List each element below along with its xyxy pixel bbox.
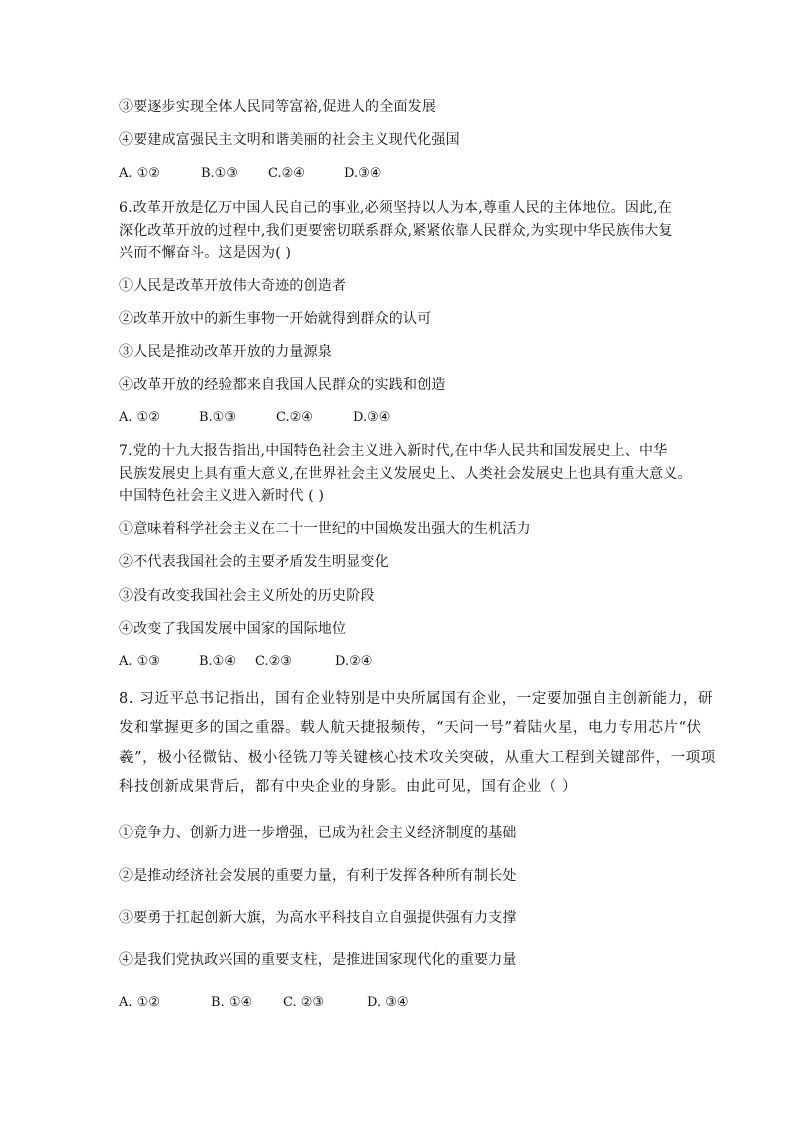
q6-choice-4: ④改革开放的经验都来自我国人民群众的实践和创造 — [119, 377, 446, 393]
q8-option-b: B. ①④ — [211, 995, 253, 1010]
q8-stem-line-3: 羲”，极小径微钻、极小径铣刀等关键核心技术攻关突破，从重大工程到关键部件，一项项 — [119, 750, 716, 766]
q6-choice-2: ②改革开放中的新生事物一开始就得到群众的认可 — [119, 311, 432, 327]
q6-option-a: A. ①② — [119, 410, 160, 425]
q5-choice-3: ③要逐步实现全体人民同等富裕,促进人的全面发展 — [119, 99, 437, 115]
q7-stem-line-1: 7.党的十九大报告指出,中国特色社会主义进入新时代,在中华人民共和国发展史上、中华 — [119, 443, 668, 459]
q8-stem-line-2: 发和掌握更多的国之重器。载人航天捷报频传，“天问一号”着陆火星，电力专用芯片“伏 — [119, 720, 702, 736]
q6-option-d: D.③④ — [353, 410, 391, 425]
q7-option-c: C.②③ — [255, 654, 292, 669]
q6-stem-line-3: 兴而不懈奋斗。这是因为( ) — [119, 245, 292, 261]
q8-stem-line-1: 8. 习近平总书记指出，国有企业特别是中央所属国有企业，一定要加强自主创新能力，研 — [119, 691, 714, 707]
q5-option-d: D.③④ — [344, 166, 382, 181]
q7-choice-2: ②不代表我国社会的主要矛盾发生明显变化 — [119, 554, 389, 570]
q6-options — [119, 408, 390, 428]
q6-option-c: C.②④ — [276, 410, 313, 425]
q5-choice-4: ④要建成富强民主文明和谐美丽的社会主义现代化强国 — [119, 132, 460, 148]
q5-option-b: B.①③ — [201, 166, 238, 181]
q8-option-a: A. ①② — [119, 995, 160, 1010]
q8-option-d: D. ③④ — [367, 995, 409, 1010]
q7-option-a: A. ①③ — [119, 654, 160, 669]
q5-option-c: C.②④ — [268, 166, 305, 181]
q8-choice-1: ①竞争力、创新力进一步增强，已成为社会主义经济制度的基础 — [119, 825, 517, 841]
q6-stem-line-1: 6.改革开放是亿万中国人民自己的事业,必须坚持以人为本,尊重人民的主体地位。因此,在 — [119, 200, 673, 216]
q6-stem-line-2: 深化改革开放的过程中,我们更要密切联系群众,紧紧依靠人民群众,为实现中华民族伟大复 — [119, 223, 673, 239]
q8-choice-4: ④是我们党执政兴国的重要支柱，是推进国家现代化的重要力量 — [119, 952, 517, 968]
q7-option-b: B.①④ — [199, 654, 236, 669]
q6-choice-3: ③人民是推动改革开放的力量源泉 — [119, 344, 332, 360]
q8-option-c: C. ②③ — [283, 995, 325, 1010]
q8-options — [119, 993, 409, 1013]
q6-choice-1: ①人民是改革开放伟大奇迹的创造者 — [119, 278, 347, 294]
q8-choice-3: ③要勇于扛起创新大旗，为高水平科技自立自强提供强有力支撑 — [119, 910, 517, 926]
q7-options — [119, 652, 372, 672]
q7-stem-line-3: 中国特色社会主义进入新时代 ( ) — [119, 488, 325, 504]
q5-options — [119, 164, 381, 184]
q7-stem-line-2: 民族发展史上具有重大意义,在世界社会主义发展史上、人类社会发展史上也具有重大意义。 — [119, 466, 692, 482]
q6-option-b: B.①③ — [199, 410, 236, 425]
q5-option-a: A. ①② — [119, 166, 160, 181]
q7-option-d: D.②④ — [335, 654, 373, 669]
q8-stem-line-4: 科技创新成果背后，都有中央企业的身影。由此可见，国有企业（ ） — [119, 779, 578, 795]
q8-choice-2: ②是推动经济社会发展的重要力量，有利于发挥各种所有制长处 — [119, 868, 517, 884]
q7-choice-4: ④改变了我国发展中国家的国际地位 — [119, 621, 347, 637]
q7-choice-1: ①意味着科学社会主义在二十一世纪的中国焕发出强大的生机活力 — [119, 521, 531, 537]
q7-choice-3: ③没有改变我国社会主义所处的历史阶段 — [119, 588, 375, 604]
